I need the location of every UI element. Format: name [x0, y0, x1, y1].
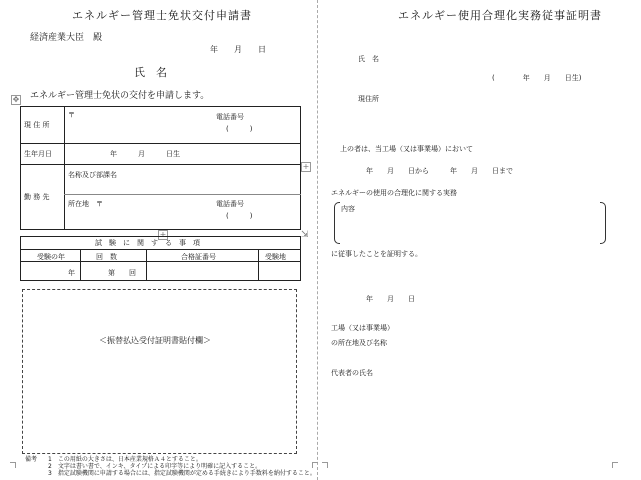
certificate-title: エネルギー使用合理化実務従事証明書 — [398, 9, 602, 22]
exam-col-place: 受験地 — [265, 253, 286, 261]
location-label: 所在地 〒 — [68, 200, 103, 208]
table-divider — [20, 164, 301, 165]
postal-mark: 〒 — [68, 111, 75, 119]
content-bracket-right — [600, 202, 606, 244]
page-corner-mark — [322, 462, 328, 468]
move-handle-icon[interactable]: ✥ — [12, 95, 20, 104]
phone-parens: ( ) — [226, 125, 253, 133]
work-label: 勤 務 先 — [24, 193, 50, 201]
note-3: 3 指定試験機関に申請する場合には、指定試験機関が定める手続きにより手数料を納付すること。 — [48, 470, 316, 477]
factory-label: 工場（又は事業場） — [331, 324, 394, 332]
birth-label: 生年月日 — [24, 150, 52, 158]
cert-address-label: 現住所 — [358, 95, 379, 103]
table-divider — [146, 249, 147, 281]
representative-label: 代表者の氏名 — [331, 369, 373, 377]
factory-label-2: の所在地及び名称 — [331, 339, 387, 347]
note-1: 1 この用紙の大きさは、日本産業規格Ａ４とすること。 — [48, 456, 202, 463]
page-corner-mark — [10, 462, 16, 468]
table-divider — [258, 249, 259, 281]
addressee: 経済産業大臣 殿 — [30, 33, 103, 43]
duty-label: エネルギーの使用の合理化に関する実務 — [331, 189, 457, 197]
applicant-table — [20, 106, 301, 230]
content-bracket-left — [334, 202, 340, 244]
request-text: エネルギー管理士免状の交付を申請します。 — [30, 91, 210, 101]
exam-col-cert: 合格証番号 — [181, 253, 216, 261]
notes-label: 備考 — [25, 456, 38, 463]
application-date: 年 月 日 — [210, 45, 266, 54]
resize-icon[interactable]: ⇲ — [301, 230, 309, 240]
cert-birth-line: ( 年 月 日生) — [492, 74, 582, 82]
content-label: 内容 — [341, 205, 355, 213]
company-label: 名称及び部課名 — [68, 171, 117, 179]
table-divider — [80, 249, 81, 281]
cert-statement: 上の者は、当工場（又は事業場）において — [340, 145, 473, 153]
application-title: エネルギー管理士免状交付申請書 — [72, 9, 252, 22]
table-divider — [64, 106, 65, 230]
stamp-box-label: ＜振替払込受付証明書貼付欄＞ — [99, 336, 211, 345]
phone-label: 電話番号 — [216, 113, 244, 121]
cert-name-label: 氏 名 — [358, 55, 379, 63]
table-divider — [64, 194, 301, 195]
page-corner-mark — [312, 462, 318, 468]
work-phone-label: 電話番号 — [216, 200, 244, 208]
exam-col-count: 回 数 — [96, 253, 117, 261]
address-label: 現 住 所 — [24, 121, 50, 129]
exam-header: 試 験 に 関 す る 事 項 — [95, 239, 200, 247]
engaged-line: に従事したことを証明する。 — [331, 250, 422, 258]
add-column-icon[interactable]: + — [159, 230, 167, 239]
exam-col-year: 受験の年 — [37, 253, 65, 261]
exam-cell-year: 年 — [68, 269, 75, 277]
add-row-icon[interactable]: + — [302, 162, 310, 171]
page-corner-mark — [612, 462, 618, 468]
table-divider — [20, 143, 301, 144]
applicant-name-label: 氏 名 — [134, 66, 167, 79]
page-separator — [317, 0, 318, 480]
work-phone-parens: ( ) — [226, 212, 253, 220]
cert-date: 年 月 日 — [366, 295, 415, 303]
cert-period: 年 月 日から 年 月 日まで — [366, 167, 513, 175]
exam-cell-count: 第 回 — [108, 269, 136, 277]
note-2: 2 文字は書い書で、インキ、タイプによる印字等により明確に記入すること。 — [48, 463, 262, 470]
stamp-box — [22, 289, 297, 454]
birth-value: 年 月 日生 — [110, 150, 180, 158]
